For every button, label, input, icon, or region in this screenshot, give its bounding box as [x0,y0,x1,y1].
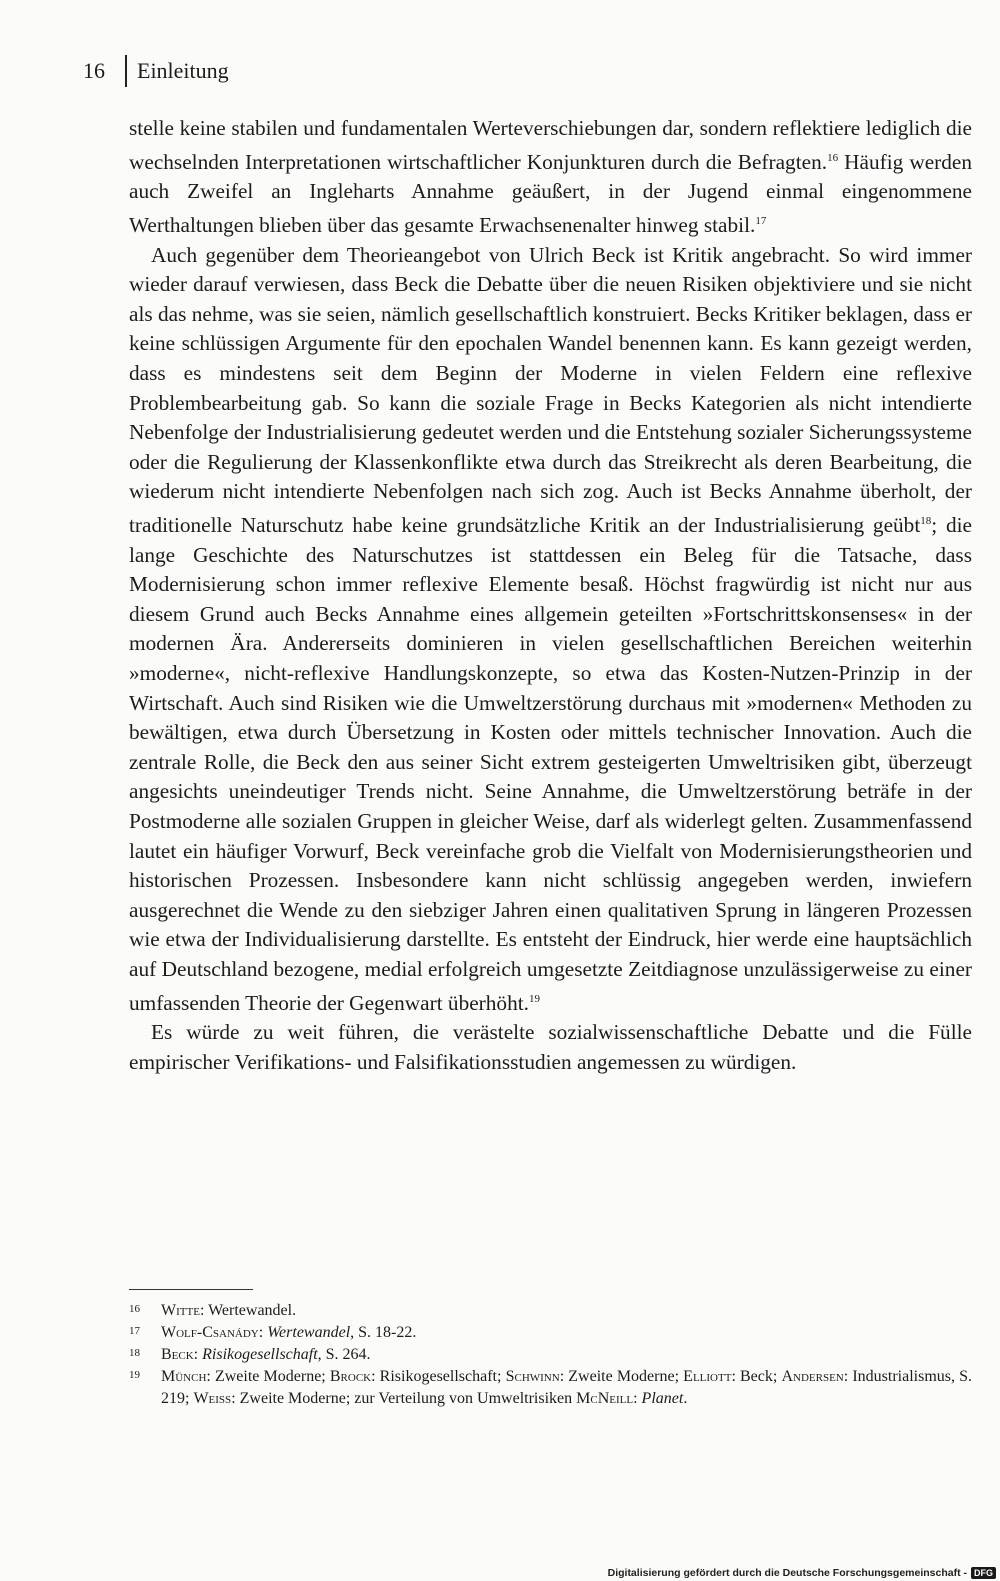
footnote-ref-16[interactable]: 16 [827,151,839,164]
paragraph-1 [129,114,972,241]
footnote-author: McNeill [576,1390,634,1407]
footnote-author: Andersen [781,1368,844,1385]
footnote-title: : Beck; [731,1368,782,1385]
footnote-text [161,1300,972,1322]
footnote-text [161,1344,972,1366]
footnote-number: 16 [129,1303,140,1315]
footnote-18 [129,1344,972,1366]
paragraph-1-text-b: Häufig werden auch Zweifel an Ingleharts Annahme geäußert, in der Jugend einmal eingenommene Werthaltungen blieben über das gesamte Erwachsenenalter hinweg stabil. [129,149,972,237]
footnote-pages: , S. 18-22. [350,1324,417,1341]
footnote-author: Elliott [683,1368,732,1385]
footnote-number: 17 [129,1325,140,1337]
footnote-author: Beck [161,1346,194,1363]
footnote-author: Schwinn [505,1368,560,1385]
footnote-pages: , S. 264. [317,1346,371,1363]
funding-note: Digitalisierung gefördert durch die Deutsche Forschungsgemeinschaft - [607,1567,967,1579]
footnote-divider [129,1289,253,1290]
footnote-author: Wolf-Csanády [161,1324,259,1341]
footnote-ref-18[interactable]: 18 [920,514,932,527]
footnote-text [161,1366,972,1410]
footnote-title: : Risikogesellschaft; [371,1368,506,1385]
footnote-title: : Zweite Moderne; [559,1368,684,1385]
footnote-19 [129,1366,972,1410]
paragraph-2-text-a: Auch gegenüber dem Theorieangebot von Ulrich Beck ist Kritik angebracht. So wird immer wieder darauf verwiesen, dass Beck die Debatte über die neuen Risiken objektiviere und sie nicht als das nehme, was sie seien, nämlich gesellschaftlich konstruiert. Becks Kritiker beklagen, dass er keine schlüssigen Argumente für den epochalen Wandel benennen kann. Es kann gezeigt werden, dass es mindestens seit dem Beginn der Moderne in vielen Feldern eine reflexive Problembearbeitung gab. So kann die soziale Frage in Becks Kategorien als nicht intendierte Nebenfolge der Industrialisierung gedeutet werden und die Entstehung sozialer Sicherungssysteme oder die Regulierung der Klassenkonflikte etwa durch das Streikrecht als deren Bearbeitung, die wiederum nicht intendierte Nebenfolgen nach sich zog. Auch ist Becks Annahme überholt, der traditionelle Naturschutz habe keine grundsätzliche Kritik an der Industrialisierung geübt [129,242,972,537]
paragraph-3: Es würde zu weit führen, die verästelte sozialwissenschaftliche Debatte und die Fülle empirischer Verifikations- und Falsifikationsstudien angemessen zu würdigen. [129,1020,972,1074]
footnote-separator: : [193,1346,203,1363]
digitization-footer [608,1567,996,1579]
footnote-number: 18 [129,1347,140,1359]
footnote-title: : Zweite Moderne; [206,1368,330,1385]
chapter-title: Einleitung [137,58,229,83]
footnote-number: 19 [129,1369,140,1381]
header-divider [125,55,127,87]
paragraph-2-text-b: ; die lange Geschichte des Naturschutzes ist stattdessen ein Beleg für die Tatsache, dass Modernisierung schon immer reflexive Elemente besaß. Höchst fragwürdig ist nicht nur aus diesem Grund auch Becks Annahme eines allgemein geteilten »Fortschrittskonsenses« in der modernen Ära. Andererseits dominieren in vielen gesellschaftlichen Bereichen weiterhin »moderne«, nicht-reflexive Handlungskonzepte, so etwa das Kosten-Nutzen-Prinzip in der Wirtschaft. Auch sind Risiken wie die Umweltzerstörung durchaus mit »modernen« Methoden zu bewältigen, etwa durch Übersetzung in Kosten oder mittels technischer Innovation. Auch die zentrale Rolle, die Beck den aus seiner Sicht extrem gesteigerten Umweltrisiken gibt, überzeugt angesichts uneindeutiger Trends nicht. Seine Annahme, die Umweltzerstörung beträfe in der Postmoderne alle sozialen Gruppen in gleicher Weise, darf als widerlegt gelten. Zusammenfassend lautet ein häufiger Vorwurf, Beck vereinfache grob die Vielfalt von Modernisierungstheorien und historischen Prozessen. Insbesondere kann nicht schlüssig angegeben werden, inwiefern ausgerechnet die Wende zu den siebziger Jahren einen qualitativen Sprung in längeren Prozessen wie etwa der Individualisierung darstellte. Es entsteht der Eindruck, hier werde eine hauptsächlich auf Deutschland bezogene, medial erfolgreich umgesetzte Zeitdiagnose unzulässigerweise zu einer umfassenden Theorie der Gegenwart überhöht. [129,513,972,1015]
footnote-title: Wertewandel. [208,1302,297,1319]
footnote-end: . [683,1390,688,1407]
footnote-title: Planet [641,1390,684,1407]
dfg-logo: DFG [971,1567,996,1579]
footnote-author: Brock [329,1368,372,1385]
footnote-title: Wertewandel [267,1324,351,1341]
footnote-author: Witte [161,1302,200,1319]
running-header [83,56,229,86]
page-number: 16 [83,58,105,83]
footnote-ref-17[interactable]: 17 [755,214,767,227]
footnote-text [161,1322,972,1344]
footnote-ref-19[interactable]: 19 [528,992,540,1005]
paragraph-1-text-a: stelle keine stabilen und fundamentalen Werteverschiebungen dar, sondern reflektiere lediglich die wechselnden Interpretationen wirtschaftlicher Konjunkturen durch die Befragten. [129,116,972,174]
footnote-17 [129,1322,972,1344]
main-text [129,114,972,1077]
footnote-title: : Industrialismus, S. 219; [161,1368,973,1407]
footnote-author: Weiss [193,1390,232,1407]
footnote-16 [129,1300,972,1322]
footnote-separator: : [258,1324,268,1341]
footnote-title: : Zweite Moderne; zur Verteilung von Umweltrisiken [231,1390,577,1407]
footnote-separator: : [633,1390,642,1407]
footnote-title: Risikogesellschaft [202,1346,318,1363]
footnotes [129,1300,972,1410]
footnote-separator: : [199,1302,209,1319]
paragraph-2 [129,241,972,1019]
footnote-author: Münch [161,1368,207,1385]
